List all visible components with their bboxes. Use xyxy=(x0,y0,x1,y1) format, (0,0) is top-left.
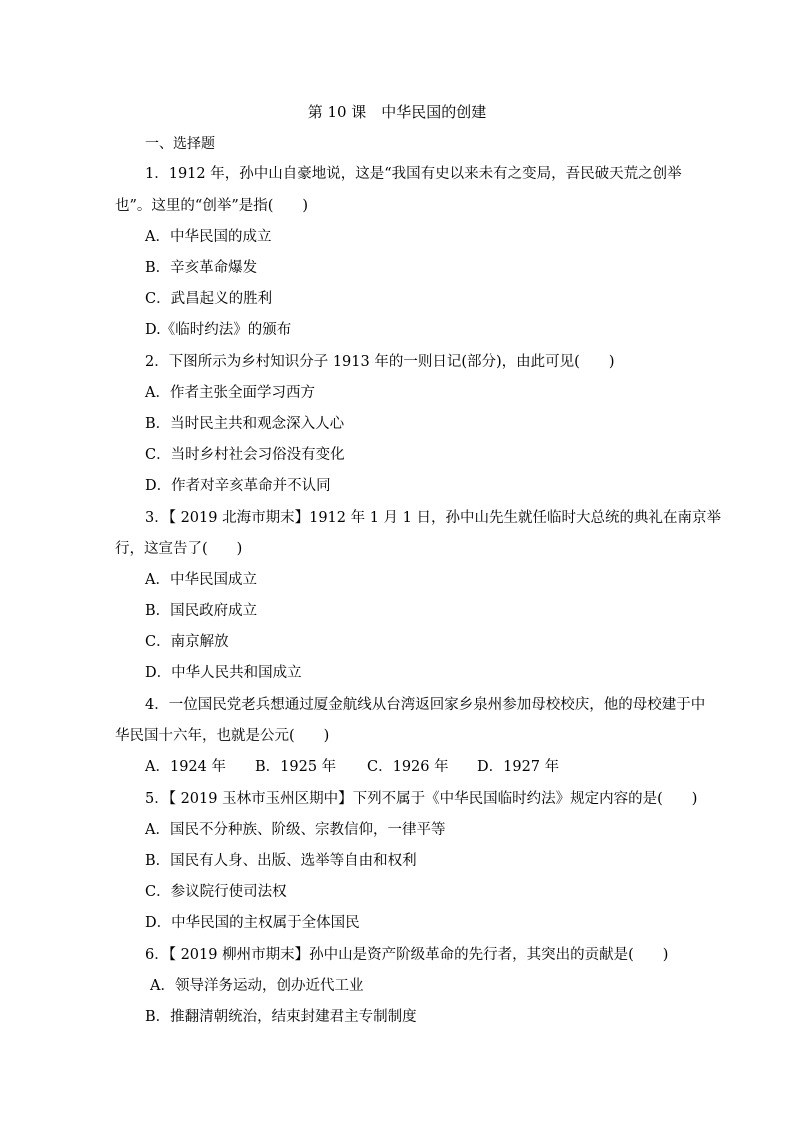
question-1-option-a: A．中华民国的成立 xyxy=(145,229,272,245)
question-5-option-c: C．参议院行使司法权 xyxy=(145,884,287,900)
question-4-option-a: A．1924 年 xyxy=(145,759,226,775)
question-5-option-a: A．国民不分种族、阶级、宗教信仰，一律平等 xyxy=(145,822,446,838)
section-heading: 一、选择题 xyxy=(145,136,215,152)
question-4-option-d: D．1927 年 xyxy=(477,759,560,775)
question-4-options-row xyxy=(145,757,559,777)
question-6-option-b: B．推翻清朝统治，结束封建君主专制制度 xyxy=(145,1009,417,1025)
question-3-option-b: B．国民政府成立 xyxy=(145,603,258,619)
question-5-option-b: B．国民有人身、出版、选举等自由和权利 xyxy=(145,853,417,869)
question-1-stem-line-2: 也”。这里的“创举”是指( ) xyxy=(115,198,309,214)
question-3-option-c: C．南京解放 xyxy=(145,634,229,650)
lesson-title: 第 10 课 中华民国的创建 xyxy=(307,103,487,121)
question-1-option-d: D.《临时约法》的颁布 xyxy=(145,322,292,338)
question-3-option-a: A．中华民国成立 xyxy=(145,572,257,588)
question-6-stem-line-1: 6．【 2019 柳州市期末】孙中山是资产阶级革命的先行者，其突出的贡献是( ) xyxy=(145,947,669,963)
question-4-stem-line-2: 华民国十六年，也就是公元( ) xyxy=(115,728,330,744)
question-2-option-c: C．当时乡村社会习俗没有变化 xyxy=(145,447,345,463)
question-2-option-a: A．作者主张全面学习西方 xyxy=(145,385,315,401)
question-3-stem-line-2: 行，这宣告了( ) xyxy=(115,541,243,557)
question-1-stem-line-1: 1．1912 年，孙中山自豪地说，这是“我国有史以来未有之变局，吾民破天荒之创举 xyxy=(145,166,682,182)
question-5-stem-line-1: 5．【 2019 玉林市玉州区期中】下列不属于《中华民国临时约法》规定内容的是( ) xyxy=(145,791,698,807)
question-4-option-b: B．1925 年 xyxy=(255,759,337,775)
question-2-option-b: B．当时民主共和观念深入人心 xyxy=(145,416,345,432)
question-1-option-c: C．武昌起义的胜利 xyxy=(145,291,273,307)
question-3-option-d: D．中华人民共和国成立 xyxy=(145,665,302,681)
question-2-option-d: D．作者对辛亥革命并不认同 xyxy=(145,478,331,494)
question-6-option-a: A．领导洋务运动，创办近代工业 xyxy=(150,978,364,994)
question-3-stem-line-1: 3．【 2019 北海市期末】1912 年 1 月 1 日，孙中山先生就任临时大总统的典礼在南京举 xyxy=(145,510,721,526)
question-1-option-b: B．辛亥革命爆发 xyxy=(145,260,258,276)
question-5-option-d: D．中华民国的主权属于全体国民 xyxy=(145,915,360,931)
question-4-stem-line-1: 4．一位国民党老兵想通过厦金航线从台湾返回家乡泉州参加母校校庆，他的母校建于中 xyxy=(145,697,706,713)
question-2-stem-line-1: 2．下图所示为乡村知识分子 1913 年的一则日记(部分)，由此可见( ) xyxy=(145,354,615,370)
question-4-option-c: C．1926 年 xyxy=(367,759,449,775)
